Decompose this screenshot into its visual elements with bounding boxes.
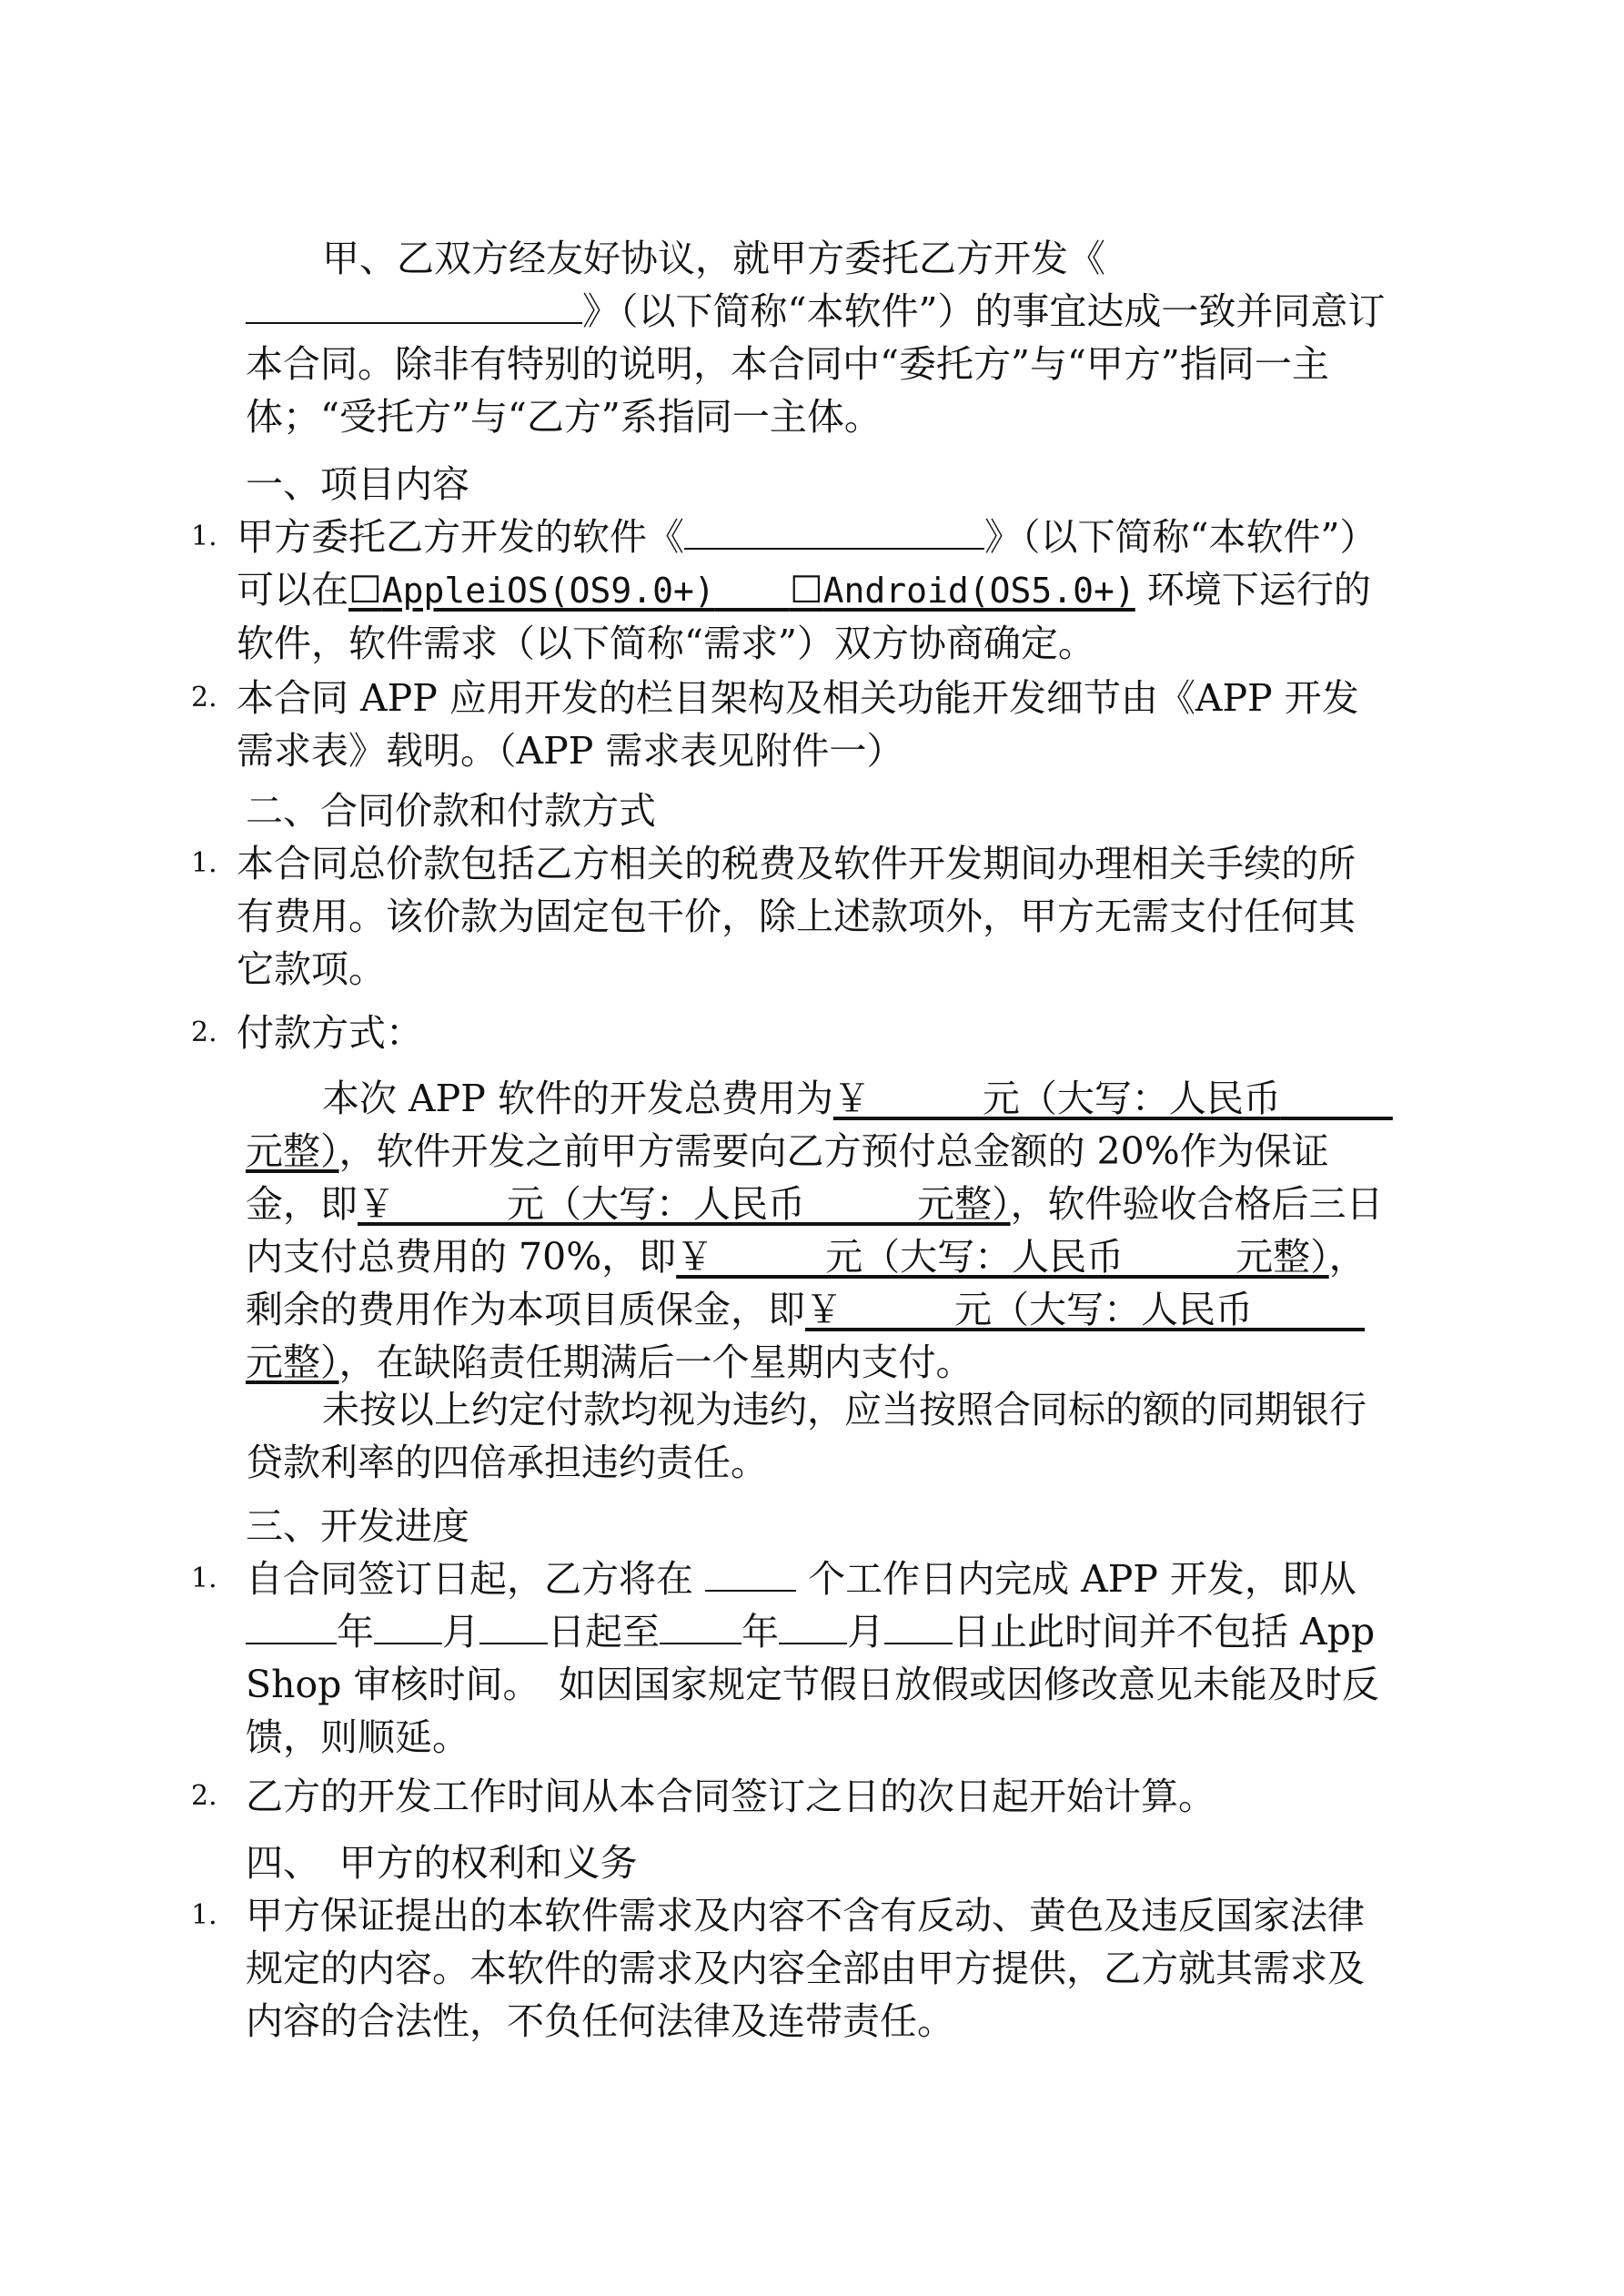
section-3-item-2-text: 乙方的开发工作时间从本合同签订之日的次日起开始计算。 bbox=[246, 1775, 1215, 1818]
section-4-title: 四、 甲方的权利和义务 bbox=[246, 1841, 638, 1885]
item-text: 年 bbox=[741, 1610, 779, 1654]
list-number: 2. bbox=[191, 1017, 217, 1048]
ios-checkbox[interactable]: ☐ bbox=[348, 568, 382, 612]
item-text: 》（以下简称“本软件”） 可以在 bbox=[237, 515, 1377, 612]
payment-text: ，剩余的费用作为本项目质保金，即 bbox=[246, 1235, 1367, 1331]
retention-amount-field[interactable]: ￥ 元（大写：人民币 元整） bbox=[246, 1288, 1365, 1384]
section-3-item-2 bbox=[191, 1770, 1392, 1823]
section-3-item-1 bbox=[191, 1553, 1413, 1764]
payment-text: ，软件验收合格后三日内支付总费用的 70%，即 bbox=[246, 1182, 1384, 1279]
section-2-item-1 bbox=[191, 837, 1392, 996]
software-name-blank[interactable] bbox=[246, 286, 582, 324]
start-day-blank[interactable] bbox=[479, 1606, 548, 1644]
list-number: 1. bbox=[191, 847, 217, 879]
intro-paragraph bbox=[246, 232, 1392, 443]
section-2-item-2 bbox=[191, 1006, 1392, 1059]
intro-text-part1: 甲、乙双方经友好协议，就甲方委托乙方开发《 bbox=[322, 237, 1105, 280]
end-year-blank[interactable] bbox=[660, 1606, 741, 1644]
section-2-title: 二、合同价款和付款方式 bbox=[246, 789, 656, 833]
item-text: 日止此时间并不包括 App Shop 审核时间。 如因国家规定节假日放假或因修改意见未能及时反馈，则顺延。 bbox=[246, 1610, 1413, 1759]
end-day-blank[interactable] bbox=[884, 1606, 953, 1644]
ios-option[interactable] bbox=[348, 568, 1135, 612]
end-month-blank[interactable] bbox=[779, 1606, 847, 1644]
section-3-title: 三、开发进度 bbox=[246, 1504, 469, 1548]
section-1-item-2 bbox=[191, 672, 1392, 777]
section-4-item-1-text: 甲方保证提出的本软件需求及内容不含有反动、黄色及违反国家法律规定的内容。本软件的需求及内容全部由甲方提供，乙方就其需求及内容的合法性，不负任何法律及连带责任。 bbox=[246, 1894, 1365, 2043]
item-text: 自合同签订日起，乙方将在 bbox=[246, 1557, 706, 1601]
section-3-item-1-text bbox=[246, 1553, 1413, 1764]
payment-text: ，在缺陷责任期满后一个星期内支付。 bbox=[338, 1340, 973, 1384]
section-4-item-1 bbox=[191, 1889, 1392, 2048]
section-1-title: 一、项目内容 bbox=[246, 462, 469, 506]
list-number: 1. bbox=[191, 1563, 217, 1594]
total-amount-field[interactable]: ￥ 元（大写：人民币 元整） bbox=[246, 1077, 1393, 1173]
list-number: 1. bbox=[191, 1899, 217, 1931]
section-2-item-2-text: 付款方式： bbox=[237, 1011, 423, 1055]
android-label: Android(OS5.0+) bbox=[822, 571, 1135, 611]
software-name-blank-2[interactable] bbox=[684, 511, 984, 550]
acceptance-amount-field[interactable]: ￥ 元（大写：人民币 元整） bbox=[676, 1235, 1329, 1279]
item-text: 甲方委托乙方开发的软件《 bbox=[237, 515, 684, 559]
section-1-item-1 bbox=[191, 511, 1392, 670]
list-number: 2. bbox=[191, 1780, 217, 1812]
payment-text: 本次 APP 软件的开发总费用为 bbox=[322, 1077, 833, 1120]
section-2-item-1-text: 本合同总价款包括乙方相关的税费及软件开发期间办理相关手续的所有费用。该价款为固定包干价，除上述款项外，甲方无需支付任何其它款项。 bbox=[237, 842, 1356, 991]
start-year-blank[interactable] bbox=[246, 1606, 337, 1644]
item-text: 月 bbox=[442, 1610, 479, 1654]
intro-text-part2: 》（以下简称“本软件”）的事宜达成一致并同意订本合同。除非有特别的说明，本合同中“委托方”与“甲方”指同一主体；“受托方”与“乙方”系指同一主体。 bbox=[246, 289, 1386, 439]
section-1-item-1-text bbox=[237, 511, 1383, 670]
deposit-amount-field[interactable]: ￥ 元（大写：人民币 元整） bbox=[358, 1182, 1011, 1226]
penalty-paragraph: 未按以上约定付款均视为违约，应当按照合同标的额的同期银行贷款利率的四倍承担违约责任。 bbox=[246, 1388, 1367, 1484]
item-text: 年 bbox=[337, 1610, 374, 1654]
section-1-item-2-text: 本合同 APP 应用开发的栏目架构及相关功能开发细节由《APP 开发需求表》载明。（APP 需求表见附件一） bbox=[237, 676, 1359, 773]
list-number: 1. bbox=[191, 521, 217, 552]
payment-paragraph bbox=[246, 1072, 1392, 1389]
start-month-blank[interactable] bbox=[374, 1606, 442, 1644]
item-text: 月 bbox=[847, 1610, 884, 1654]
item-text: 环境下运行的软件，软件需求（以下简称“需求”）双方协商确定。 bbox=[237, 568, 1371, 665]
ios-label: AppleiOS(OS9.0+) bbox=[381, 571, 715, 611]
item-text: 个工作日内完成 APP 开发，即从 bbox=[796, 1557, 1357, 1601]
item-text: 日起至 bbox=[548, 1610, 660, 1654]
list-number: 2. bbox=[191, 682, 217, 713]
payment-text: ，软件开发之前甲方需要向乙方预付总金额的 20%作为保证金，即 bbox=[246, 1129, 1329, 1226]
workdays-blank[interactable] bbox=[705, 1553, 796, 1592]
android-checkbox[interactable]: ☐ bbox=[789, 568, 823, 612]
